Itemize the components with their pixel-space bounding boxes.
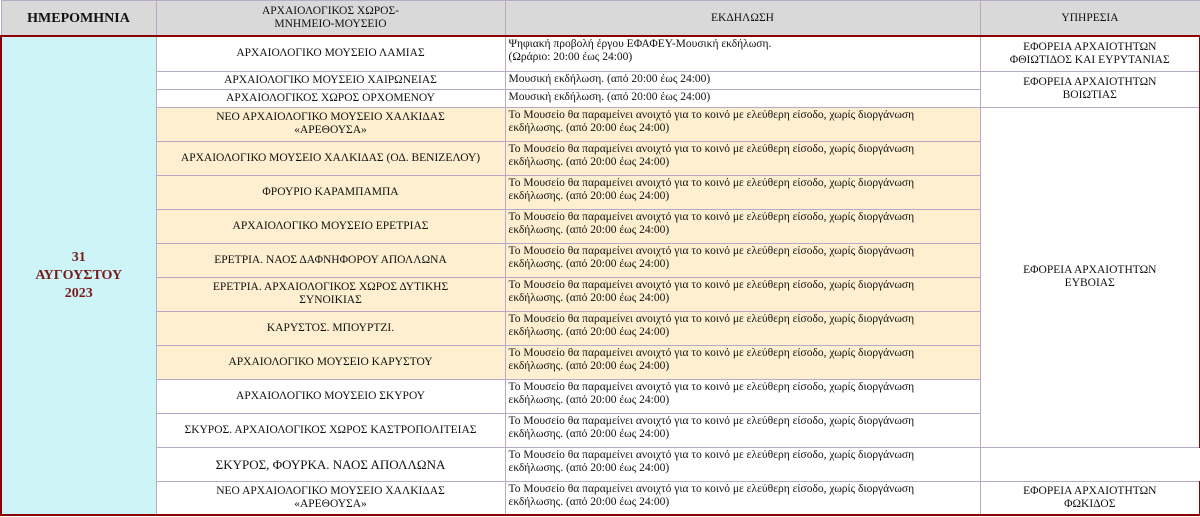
header-venue-line1: ΑΡΧΑΙΟΛΟΓΙΚΟΣ ΧΩΡΟΣ-	[261, 5, 399, 17]
table-row	[1, 71, 1200, 89]
event-cell	[505, 243, 980, 277]
event-cell: Μουσική εκδήλωση. (από 20:00 έως 24:00)	[505, 89, 980, 107]
date-month: ΑΥΓΟΥΣΤΟΥ	[35, 267, 123, 283]
header-row	[1, 1, 1200, 37]
service-cell-evoia	[980, 107, 1200, 447]
header-venue	[156, 1, 505, 37]
event-line1: Το Μουσείο θα παραμείνει ανοιχτό για το κοινό με ελεύθερη είσοδο, χωρίς διοργάνωση	[508, 346, 915, 359]
date-day: 31	[71, 249, 86, 265]
event-line1: Το Μουσείο θα παραμείνει ανοιχτό για το κοινό με ελεύθερη είσοδο, χωρίς διοργάνωση	[508, 312, 915, 325]
event-line1: Το Μουσείο θα παραμείνει ανοιχτό για το κοινό με ελεύθερη είσοδο, χωρίς διοργάνωση	[508, 380, 915, 393]
service-line2: ΕΥΒΟΙΑΣ	[1064, 277, 1115, 289]
venue-cell: ΑΡΧΑΙΟΛΟΓΙΚΟΣ ΧΩΡΟΣ ΟΡΧΟΜΕΝΟΥ	[156, 89, 505, 107]
event-line1: Το Μουσείο θα παραμείνει ανοιχτό για το κοινό με ελεύθερη είσοδο, χωρίς διοργάνωση	[508, 142, 915, 155]
service-line1: ΕΦΟΡΕΙΑ ΑΡΧΑΙΟΤΗΤΩΝ	[1023, 264, 1157, 276]
venue-cell	[156, 481, 505, 515]
service-cell-fokida	[980, 481, 1200, 515]
venue-cell: ΑΡΧΑΙΟΛΟΓΙΚΟ ΜΟΥΣΕΙΟ ΧΑΛΚΙΔΑΣ (ΟΔ. ΒΕΝΙΖΕΛΟΥ)	[156, 141, 505, 175]
header-service: ΥΠΗΡΕΣΙΑ	[980, 1, 1200, 37]
table-row	[1, 447, 1200, 481]
service-cell-fthiotida	[980, 36, 1200, 71]
event-line2: εκδήλωσης. (από 20:00 έως 24:00)	[508, 155, 670, 168]
venue-line2: «ΑΡΕΘΟΥΣΑ»	[294, 124, 367, 136]
event-cell	[505, 141, 980, 175]
event-line2: εκδήλωσης. (από 20:00 έως 24:00)	[508, 325, 670, 338]
venue-line2: ΣΥΝΟΙΚΙΑΣ	[299, 294, 362, 306]
event-line1: Ψηφιακή προβολή έργου ΕΦΑΦΕΥ-Μουσική εκδήλωση.	[508, 38, 772, 50]
event-line2: εκδήλωσης. (από 20:00 έως 24:00)	[508, 257, 670, 270]
event-line1: Το Μουσείο θα παραμείνει ανοιχτό για το κοινό με ελεύθερη είσοδο, χωρίς διοργάνωση	[508, 278, 915, 291]
event-cell	[505, 481, 980, 515]
venue-cell: ΕΡΕΤΡΙΑ. ΝΑΟΣ ΔΑΦΝΗΦΟΡΟΥ ΑΠΟΛΛΩΝΑ	[156, 243, 505, 277]
event-line2: εκδήλωσης. (από 20:00 έως 24:00)	[508, 461, 670, 474]
venue-cell: ΑΡΧΑΙΟΛΟΓΙΚΟ ΜΟΥΣΕΙΟ ΛΑΜΙΑΣ	[156, 36, 505, 71]
event-line2: εκδήλωσης. (από 20:00 έως 24:00)	[508, 393, 670, 406]
event-line2: εκδήλωσης. (από 20:00 έως 24:00)	[508, 223, 670, 236]
event-line1: Το Μουσείο θα παραμείνει ανοιχτό για το κοινό με ελεύθερη είσοδο, χωρίς διοργάνωση	[508, 448, 915, 461]
date-year: 2023	[64, 285, 93, 301]
event-line2: εκδήλωσης. (από 20:00 έως 24:00)	[508, 121, 670, 134]
venue-cell: ΑΡΧΑΙΟΛΟΓΙΚΟ ΜΟΥΣΕΙΟ ΚΑΡΥΣΤΟΥ	[156, 345, 505, 379]
event-line2: εκδήλωσης. (από 20:00 έως 24:00)	[508, 427, 670, 440]
event-cell	[505, 277, 980, 311]
venue-cell: ΚΑΡΥΣΤΟΣ. ΜΠΟΥΡΤΖΙ.	[156, 311, 505, 345]
venue-cell: ΣΚΥΡΟΣ, ΦΟΥΡΚΑ. ΝΑΟΣ ΑΠΟΛΛΩΝΑ	[156, 447, 505, 481]
service-line1: ΕΦΟΡΕΙΑ ΑΡΧΑΙΟΤΗΤΩΝ	[1023, 40, 1157, 53]
event-line1: Το Μουσείο θα παραμείνει ανοιχτό για το κοινό με ελεύθερη είσοδο, χωρίς διοργάνωση	[508, 244, 915, 257]
service-line2: ΦΘΙΩΤΙΔΟΣ ΚΑΙ ΕΥΡΥΤΑΝΙΑΣ	[1009, 53, 1170, 66]
service-line1: ΕΦΟΡΕΙΑ ΑΡΧΑΙΟΤΗΤΩΝ	[1023, 484, 1157, 497]
event-line1: Το Μουσείο θα παραμείνει ανοιχτό για το κοινό με ελεύθερη είσοδο, χωρίς διοργάνωση	[508, 414, 915, 427]
venue-line2: «ΑΡΕΘΟΥΣΑ»	[294, 497, 367, 510]
table-row	[1, 481, 1200, 515]
venue-line1: ΝΕΟ ΑΡΧΑΙΟΛΟΓΙΚΟ ΜΟΥΣΕΙΟ ΧΑΛΚΙΔΑΣ	[216, 484, 445, 497]
event-line2: εκδήλωσης. (από 20:00 έως 24:00)	[508, 359, 670, 372]
event-line1: Το Μουσείο θα παραμείνει ανοιχτό για το κοινό με ελεύθερη είσοδο, χωρίς διοργάνωση	[508, 176, 915, 189]
venue-line1: ΝΕΟ ΑΡΧΑΙΟΛΟΓΙΚΟ ΜΟΥΣΕΙΟ ΧΑΛΚΙΔΑΣ	[216, 111, 445, 123]
service-cell-voiotia	[980, 71, 1200, 107]
venue-cell: ΣΚΥΡΟΣ. ΑΡΧΑΙΟΛΟΓΙΚΟΣ ΧΩΡΟΣ ΚΑΣΤΡΟΠΟΛΙΤΕΙΑΣ	[156, 413, 505, 447]
event-cell	[505, 175, 980, 209]
service-line2: ΒΟΙΩΤΙΑΣ	[1062, 89, 1117, 101]
venue-cell	[156, 277, 505, 311]
table-row	[1, 36, 1200, 71]
event-cell	[505, 209, 980, 243]
event-cell	[505, 36, 980, 71]
venue-cell: ΑΡΧΑΙΟΛΟΓΙΚΟ ΜΟΥΣΕΙΟ ΕΡΕΤΡΙΑΣ	[156, 209, 505, 243]
event-cell: Μουσική εκδήλωση. (από 20:00 έως 24:00)	[505, 71, 980, 89]
event-line2: εκδήλωσης. (από 20:00 έως 24:00)	[508, 291, 670, 304]
event-line1: Το Μουσείο θα παραμείνει ανοιχτό για το κοινό με ελεύθερη είσοδο, χωρίς διοργάνωση	[508, 108, 915, 121]
event-cell	[505, 413, 980, 447]
event-cell	[505, 447, 980, 481]
event-line1: Το Μουσείο θα παραμείνει ανοιχτό για το κοινό με ελεύθερη είσοδο, χωρίς διοργάνωση	[508, 210, 915, 223]
event-cell	[505, 345, 980, 379]
header-event: ΕΚΔΗΛΩΣΗ	[505, 1, 980, 37]
table-row	[1, 107, 1200, 141]
venue-cell: ΦΡΟΥΡΙΟ ΚΑΡΑΜΠΑΜΠΑ	[156, 175, 505, 209]
venue-cell: ΑΡΧΑΙΟΛΟΓΙΚΟ ΜΟΥΣΕΙΟ ΧΑΙΡΩΝΕΙΑΣ	[156, 71, 505, 89]
header-date: ΗΜΕΡΟΜΗΝΙΑ	[1, 1, 156, 37]
venue-line1: ΕΡΕΤΡΙΑ. ΑΡΧΑΙΟΛΟΓΙΚΟΣ ΧΩΡΟΣ ΔΥΤΙΚΗΣ	[212, 281, 449, 293]
event-line2: εκδήλωσης. (από 20:00 έως 24:00)	[508, 189, 670, 202]
header-venue-line2: ΜΝΗΜΕΙΟ-ΜΟΥΣΕΙΟ	[274, 18, 387, 30]
service-line1: ΕΦΟΡΕΙΑ ΑΡΧΑΙΟΤΗΤΩΝ	[1023, 76, 1157, 88]
event-cell	[505, 107, 980, 141]
service-line2: ΦΩΚΙΔΟΣ	[1064, 497, 1116, 510]
event-line1: Το Μουσείο θα παραμείνει ανοιχτό για το κοινό με ελεύθερη είσοδο, χωρίς διοργάνωση	[508, 482, 915, 495]
date-cell	[1, 36, 156, 515]
event-line2: εκδήλωσης. (από 20:00 έως 24:00)	[508, 495, 670, 508]
venue-cell	[156, 107, 505, 141]
event-cell	[505, 311, 980, 345]
venue-cell: ΑΡΧΑΙΟΛΟΓΙΚΟ ΜΟΥΣΕΙΟ ΣΚΥΡΟΥ	[156, 379, 505, 413]
event-line2: (Ωράριο: 20:00 έως 24:00)	[508, 51, 633, 63]
event-cell	[505, 379, 980, 413]
